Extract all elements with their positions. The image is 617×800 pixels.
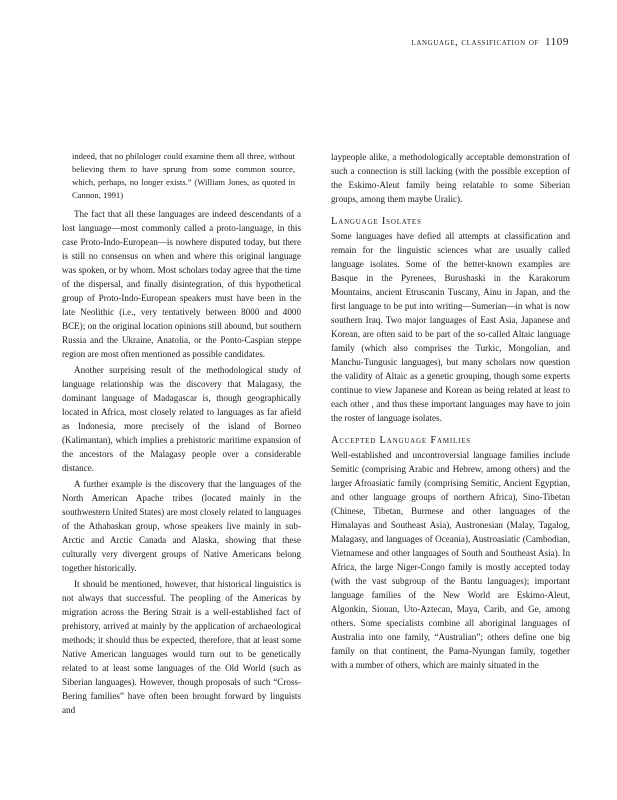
page-number: 1109 [545,36,569,48]
paragraph-malagasy: Another surprising result of the methodological study of language relationship was the discovery that Malagasy, the dominant language of Madagascar is, though geographically located in Africa, most closely related to languages as far afield as Indonesia, more precisely of the island of Borneo (Kalimantan), which implies a prehistoric maritime expansion of the ancestors of the Malagasy people over a considerable distance. [62,365,301,473]
paragraph-proto-indo-european: The fact that all these languages are indeed descendants of a lost language—most commonly called a proto-language, in this case Proto-Indo-European—is nowhere disputed today, but there is still no consensus on when and where this original language was spoken, or by whom. Most scholars today agree that the time of the dispersal, and finally disintegration, of this hypothetical group of Proto-Indo-European speakers must have been in the late Neolithic (i.e., very tentatively between 8000 and 4000 BCE); on the original location opinions still abound, but southern Russia and the Ukraine, Anatolia, or the Ponto-Caspian steppe region are most often mentioned as possible candidates. [62,209,301,359]
left-column [62,150,301,717]
paragraph-families: Well-established and uncontroversial language families include Semitic (comprising Arabic and Hebrew, among others) and the larger Afroasiatic family (comprising Semitic, Ancient Egyptian, and other language groups of northern Africa), Sino-Tibetan (Chinese, Tibetan, Burmese and other languages of the Himalayas and Southeast Asia), Austronesian (Malay, Tagalog, Malagasy, and languages of Oceania), Austroasiatic (Cambodian, Vietnamese and other languages of South and Southeast Asia). In Africa, the large Niger-Congo family is mostly accepted today (with the vast subgroup of the Bantu languages); important language families of the New World are Eskimo-Aleut, Algonkin, Siouan, Uto-Aztecan, Maya, Carib, and Ge, among others. Some specialists combine all aboriginal languages of Australia into one family, “Australian”; others define one big family on that continent, the Pama-Nyungan family, together with a number of others, which are mainly situated in the [331,450,570,670]
heading-language-isolates: Language Isolates [331,216,422,227]
running-title: language, classification of [411,37,539,48]
paragraph-bering: It should be mentioned, however, that historical linguistics is not always that successful. The peopling of the Americas by migration across the Bering Strait is a well-established fact of prehistory, arrived at mainly by the application of archaeological methods; it should thus be expected, therefore, that at least some Native American languages would turn out to be genetically related to at least some languages of the Old World (such as Siberian languages). However, though proposals of such “Cross-Bering families” have often been brought forward by linguists and [62,579,301,715]
heading-accepted-families: Accepted Language Families [331,435,471,446]
paragraph-isolates: Some languages have defied all attempts at classification and remain for the linguistic sciences what are usually called language isolates. Some of the better-known examples are Basque in the Pyrenees, Burushaski in the Karakorum Mountains, ancient Etruscanin Tuscany, Ainu in Japan, and the first language to be put into writing—Sumerian—in what is now southern Iraq. Two major languages of East Asia, Japanese and Korean, are often said to be part of the so-called Altaic language family (which also comprises the Turkic, Mongolian, and Manchu-Tungusic languages), but many scholars now question the validity of Altaic as a genetic grouping, though some experts continue to view Japanese and Korean as being related at least to each other , and thus these important languages may have to join the roster of language isolates. [331,231,570,423]
block-quote: indeed, that no philologer could examine them all three, without believing them to have sprung from some common source, which, perhaps, no longer exists.” (William Jones, as quoted in Cannon, 1991) [72,151,295,200]
paragraph-continuation: laypeople alike, a methodologically acceptable demonstration of such a connection is still lacking (with the possible exception of the Eskimo-Aleut family being relatable to some Siberian groups, among them maybe Uralic). [331,152,570,204]
running-head [411,36,569,48]
right-column [331,150,570,717]
paragraph-apache: A further example is the discovery that the languages of the North American Apache tribes (located mainly in the southwestern United States) are most closely related to languages of the Athabaskan group, whose speakers live mainly in sub-Arctic and Arctic Canada and Alaska, showing that these culturally very divergent groups of Native Americans belong together historically. [62,479,301,573]
text-columns [62,150,570,717]
